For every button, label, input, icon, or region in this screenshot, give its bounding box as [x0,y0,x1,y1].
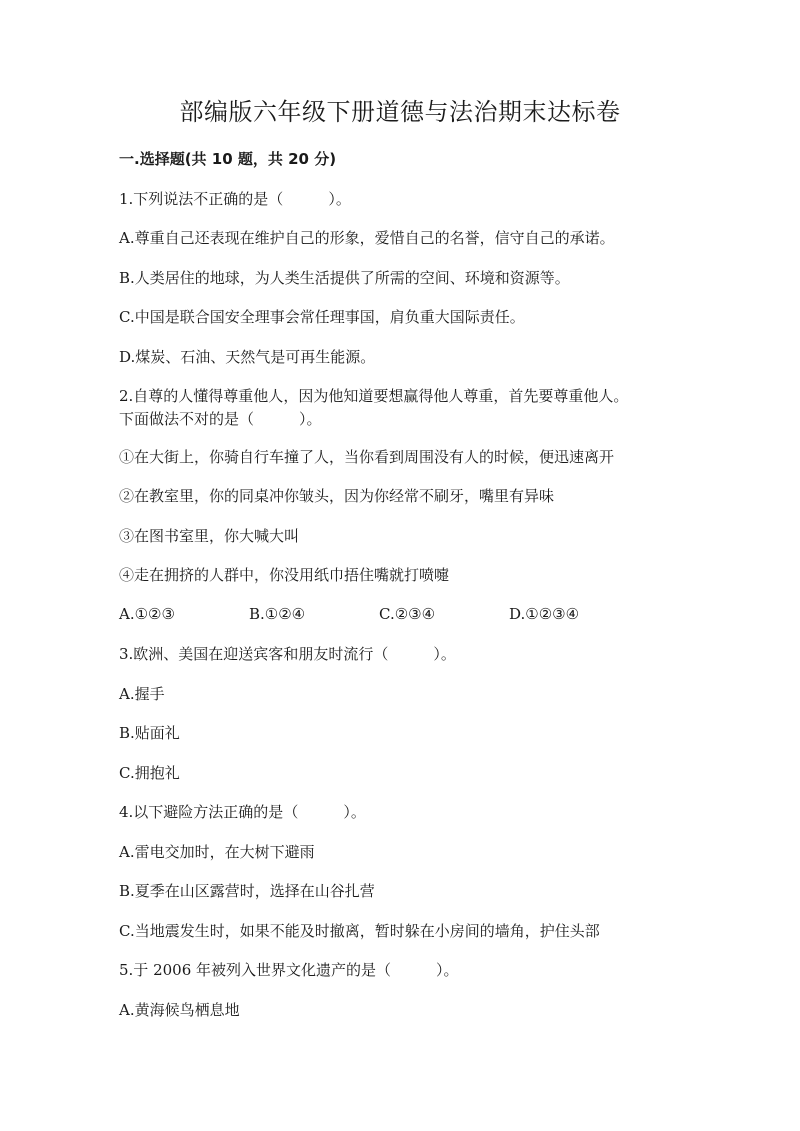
question-4-option-a: A.雷电交加时，在大树下避雨 [119,843,315,861]
question-2-option-d: D.①②③④ [509,605,580,623]
question-4-stem: 4.以下避险方法正确的是（ ）。 [119,803,366,821]
question-3-stem: 3.欧洲、美国在迎送宾客和朋友时流行（ ）。 [119,645,456,663]
question-1-option-b: B.人类居住的地球，为人类生活提供了所需的空间、环境和资源等。 [119,269,570,287]
question-2-option-b: B.①②④ [249,605,306,623]
section-heading: 一.选择题(共 10 题，共 20 分) [119,150,337,168]
question-3-option-a: A.握手 [119,685,165,703]
question-1-option-d: D.煤炭、石油、天然气是可再生能源。 [119,348,376,366]
question-3-option-c: C.拥抱礼 [119,764,180,782]
question-2-statement-4: ④走在拥挤的人群中，你没用纸巾捂住嘴就打喷嚏 [119,566,450,584]
question-1-stem: 1.下列说法不正确的是（ ）。 [119,190,351,208]
question-2-option-a: A.①②③ [119,605,175,623]
question-3-option-b: B.贴面礼 [119,724,180,742]
question-2-stem-line-1: 2.自尊的人懂得尊重他人，因为他知道要想赢得他人尊重，首先要尊重他人。 [119,387,629,405]
question-5-stem: 5.于 2006 年被列入世界文化遗产的是（ ）。 [119,961,459,979]
question-1-option-c: C.中国是联合国安全理事会常任理事国，肩负重大国际责任。 [119,308,525,326]
question-2-statement-1: ①在大街上，你骑自行车撞了人，当你看到周围没有人的时候，便迅速离开 [119,448,615,466]
question-4-option-b: B.夏季在山区露营时，选择在山谷扎营 [119,882,375,900]
question-5-option-a: A.黄海候鸟栖息地 [119,1001,240,1019]
page-title: 部编版六年级下册道德与法治期末达标卷 [179,98,621,126]
question-2-statement-3: ③在图书室里，你大喊大叫 [119,527,300,545]
question-2-option-c: C.②③④ [379,605,436,623]
question-4-option-c: C.当地震发生时，如果不能及时撤离，暂时躲在小房间的墙角，护住头部 [119,922,600,940]
question-2-stem-line-2: 下面做法不对的是（ ）。 [119,410,322,428]
question-1-option-a: A.尊重自己还表现在维护自己的形象，爱惜自己的名誉，信守自己的承诺。 [119,229,615,247]
question-2-statement-2: ②在教室里，你的同桌冲你皱头，因为你经常不刷牙，嘴里有异味 [119,487,555,505]
